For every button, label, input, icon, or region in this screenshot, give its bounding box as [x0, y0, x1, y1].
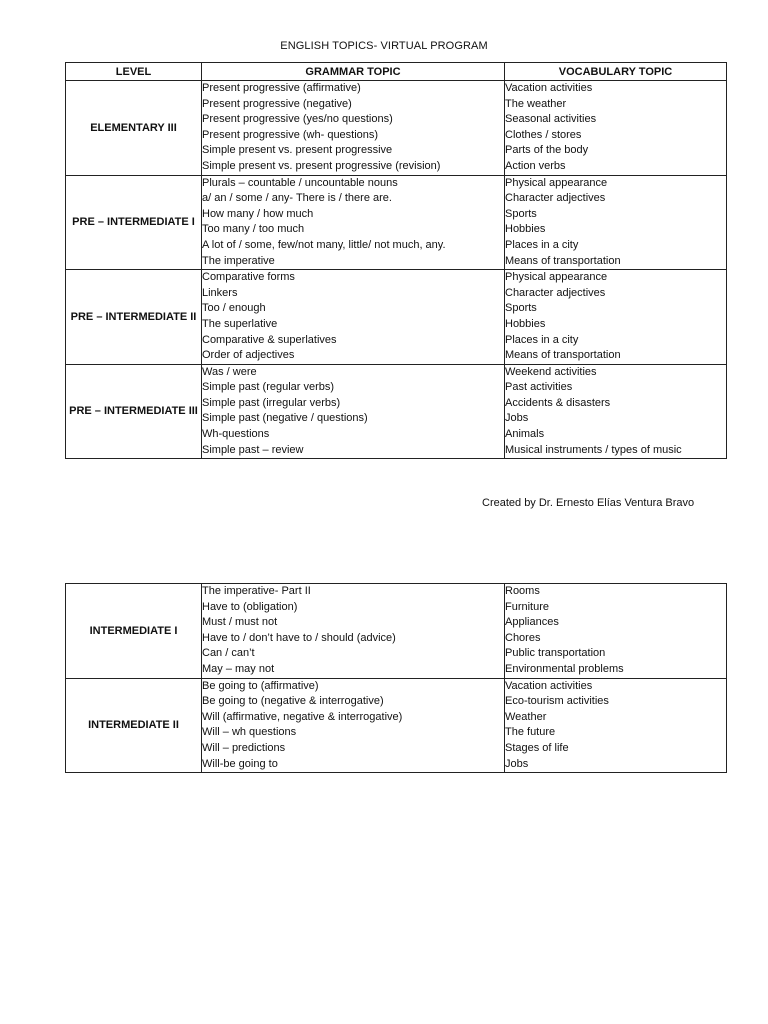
vocabulary-topics-cell [505, 175, 727, 270]
vocabulary-topic-item: Means of transportation [505, 254, 621, 267]
vocabulary-topic-item: Jobs [505, 757, 529, 770]
table-row [66, 678, 727, 773]
grammar-topic-item: Too many / too much [202, 223, 305, 236]
document-title: ENGLISH TOPICS- VIRTUAL PROGRAM [280, 40, 488, 52]
vocabulary-topics-cell [505, 270, 727, 365]
table-header-row [66, 63, 727, 81]
grammar-topic-item: The imperative- Part II [202, 585, 311, 597]
table-row [66, 81, 727, 176]
vocabulary-topics-cell [505, 678, 727, 773]
vocabulary-topics-cell [505, 584, 727, 679]
grammar-topic-item: The imperative [202, 254, 275, 267]
vocabulary-topic-item: Physical appearance [505, 176, 608, 189]
vocabulary-topic-item: Weather [505, 710, 547, 723]
vocabulary-topic-item: Weekend activities [505, 365, 597, 378]
vocabulary-topic-item: Chores [505, 631, 541, 644]
grammar-topic-item: Present progressive (wh- questions) [202, 128, 379, 141]
grammar-topic-item: Linkers [202, 286, 238, 299]
grammar-topic-item: Have to / don’t have to / should (advice) [202, 631, 396, 644]
vocabulary-topic-item: Rooms [505, 585, 540, 597]
vocabulary-topic-item: Sports [505, 302, 537, 315]
level-cell: PRE – INTERMEDIATE I [66, 175, 202, 270]
vocabulary-topic-item: Furniture [505, 600, 550, 613]
vocabulary-topic-item: Hobbies [505, 223, 546, 236]
vocabulary-topic-item: Places in a city [505, 333, 579, 346]
vocabulary-topic-item: The weather [505, 97, 567, 110]
vocabulary-topic-item: Parts of the body [505, 144, 589, 157]
vocabulary-topic-item: Sports [505, 207, 537, 220]
grammar-topic-item: Must / must not [202, 616, 278, 629]
grammar-topic-item: Too / enough [202, 302, 266, 315]
vocabulary-topic-item: Stages of life [505, 741, 569, 754]
grammar-topic-item: Simple past (regular verbs) [202, 381, 335, 394]
grammar-topic-item: Present progressive (affirmative) [202, 82, 361, 94]
grammar-topic-item: Simple present vs. present progressive (revision) [202, 159, 441, 172]
vocabulary-topic-item: Animals [505, 428, 545, 441]
grammar-topic-item: Present progressive (yes/no questions) [202, 113, 393, 126]
grammar-topics-cell [202, 364, 505, 459]
vocabulary-topic-item: Character adjectives [505, 286, 606, 299]
vocabulary-topic-item: Action verbs [505, 159, 566, 172]
table-row [66, 270, 727, 365]
level-cell: ELEMENTARY III [66, 81, 202, 176]
grammar-topic-item: Will (affirmative, negative & interrogative) [202, 710, 403, 723]
vocabulary-topic-item: Character adjectives [505, 192, 606, 205]
vocabulary-topic-item: Vacation activities [505, 82, 593, 94]
grammar-topic-item: Comparative & superlatives [202, 333, 337, 346]
vocabulary-topic-item: Appliances [505, 616, 559, 629]
author-credit: Created by Dr. Ernesto Elías Ventura Bravo [482, 497, 695, 509]
grammar-topics-cell [202, 270, 505, 365]
grammar-topic-item: Present progressive (negative) [202, 97, 352, 110]
vocabulary-topic-item: Places in a city [505, 238, 579, 251]
grammar-topic-item: Be going to (affirmative) [202, 679, 319, 692]
vocabulary-topic-item: Physical appearance [505, 271, 608, 284]
grammar-topic-item: Will-be going to [202, 757, 278, 770]
grammar-topic-item: A lot of / some, few/not many, little/ not much, any. [202, 238, 446, 251]
vocabulary-topic-item: Musical instruments / types of music [505, 443, 682, 456]
grammar-topic-item: Be going to (negative & interrogative) [202, 695, 384, 708]
vocabulary-topic-item: Hobbies [505, 317, 546, 330]
grammar-topic-item: Simple past (irregular verbs) [202, 396, 341, 409]
vocabulary-topic-item: Environmental problems [505, 662, 624, 675]
vocabulary-topic-item: Clothes / stores [505, 128, 582, 141]
header-grammar-topic: GRAMMAR TOPIC [202, 63, 505, 81]
grammar-topic-item: Plurals – countable / uncountable nouns [202, 176, 398, 189]
vocabulary-topic-item: Seasonal activities [505, 113, 597, 126]
level-cell: PRE – INTERMEDIATE III [66, 364, 202, 459]
grammar-topic-item: May – may not [202, 662, 275, 675]
grammar-topic-item: a/ an / some / any- There is / there are. [202, 192, 392, 205]
table-row [66, 584, 727, 679]
vocabulary-topics-cell [505, 364, 727, 459]
grammar-topic-item: Can / can’t [202, 647, 255, 660]
topics-table-primary [65, 62, 727, 459]
grammar-topic-item: Simple past (negative / questions) [202, 412, 368, 425]
level-cell: INTERMEDIATE II [66, 678, 202, 773]
grammar-topics-cell [202, 678, 505, 773]
grammar-topic-item: Will – wh questions [202, 726, 297, 739]
grammar-topics-cell [202, 584, 505, 679]
topics-table-secondary [65, 583, 727, 773]
vocabulary-topic-item: The future [505, 726, 556, 739]
vocabulary-topic-item: Accidents & disasters [505, 396, 611, 409]
grammar-topic-item: Have to (obligation) [202, 600, 298, 613]
grammar-topic-item: Comparative forms [202, 271, 295, 284]
vocabulary-topic-item: Past activities [505, 381, 573, 394]
header-vocabulary-topic: VOCABULARY TOPIC [505, 63, 727, 81]
table-row [66, 364, 727, 459]
header-level: LEVEL [66, 63, 202, 81]
vocabulary-topic-item: Means of transportation [505, 349, 621, 362]
vocabulary-topic-item: Eco-tourism activities [505, 695, 609, 708]
grammar-topics-cell [202, 81, 505, 176]
grammar-topic-item: How many / how much [202, 207, 314, 220]
vocabulary-topic-item: Vacation activities [505, 679, 593, 692]
grammar-topic-item: Order of adjectives [202, 349, 295, 362]
table-row [66, 175, 727, 270]
level-cell: PRE – INTERMEDIATE II [66, 270, 202, 365]
grammar-topic-item: Wh-questions [202, 428, 270, 441]
vocabulary-topic-item: Jobs [505, 412, 529, 425]
vocabulary-topics-cell [505, 81, 727, 176]
vocabulary-topic-item: Public transportation [505, 647, 606, 660]
grammar-topic-item: Will – predictions [202, 741, 286, 754]
level-cell: INTERMEDIATE I [66, 584, 202, 679]
grammar-topic-item: The superlative [202, 317, 278, 330]
grammar-topic-item: Simple present vs. present progressive [202, 144, 393, 157]
grammar-topics-cell [202, 175, 505, 270]
grammar-topic-item: Simple past – review [202, 443, 304, 456]
grammar-topic-item: Was / were [202, 365, 257, 378]
